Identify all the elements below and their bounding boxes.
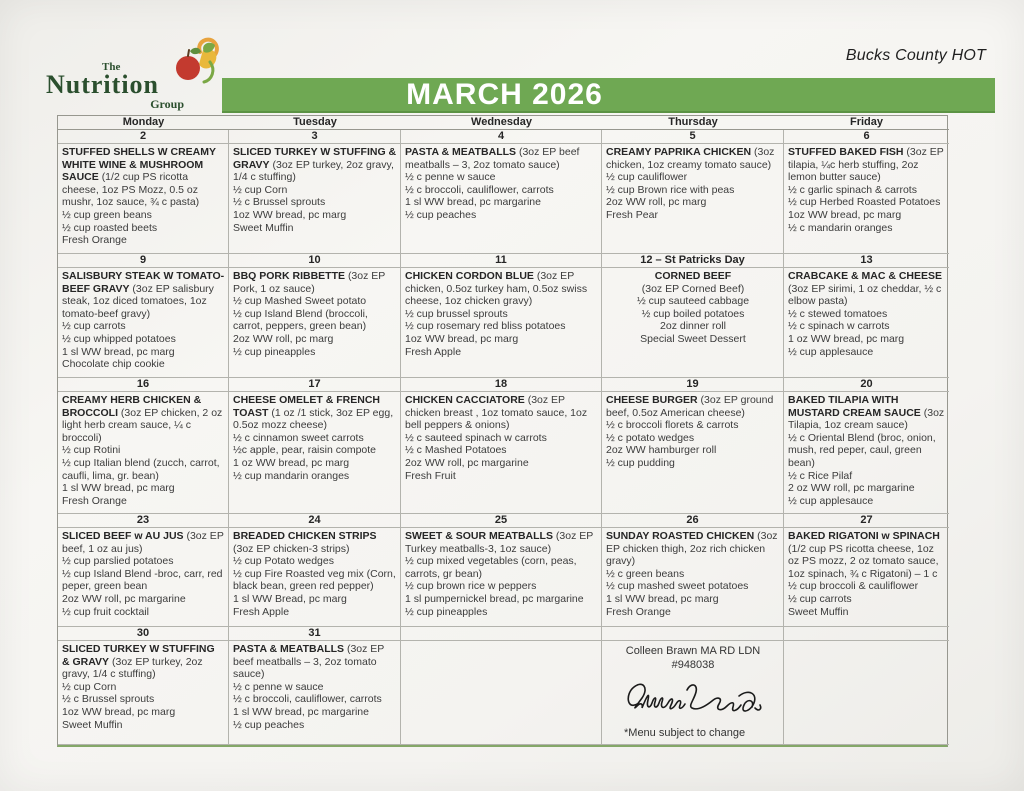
menu-line: ½ c broccoli, cauliflower, carrots bbox=[233, 693, 382, 706]
menu-line: ½ cup mandarin oranges bbox=[233, 469, 350, 482]
entree-detail: (1 oz /1 stick, 3oz EP egg, 0.5oz mozz cheese) bbox=[233, 406, 394, 432]
menu-line: 2oz WW roll, pc margarine bbox=[62, 592, 186, 605]
menu-line: Sweet Muffin bbox=[233, 221, 294, 234]
entree-name: STUFFED SHELLS W CREAMY WHITE WINE & MUSHROOM SAUCE bbox=[62, 146, 216, 184]
entree bbox=[606, 146, 780, 171]
entree-name: CREAMY PAPRIKA CHICKEN bbox=[606, 146, 752, 158]
dietitian-id: #948038 bbox=[671, 659, 715, 672]
day-header-friday: Friday bbox=[784, 116, 949, 130]
entree bbox=[405, 394, 598, 432]
menu-cell bbox=[784, 528, 949, 627]
date-cell bbox=[602, 627, 784, 641]
menu-change-note: *Menu subject to change bbox=[624, 726, 746, 739]
menu-cell bbox=[401, 144, 602, 254]
content-row bbox=[58, 268, 947, 378]
menu-cell bbox=[229, 144, 401, 254]
menu-line: ½ cup mixed vegetables (corn, peas, carrots, gr bean) bbox=[405, 555, 577, 580]
menu-cell bbox=[602, 268, 784, 378]
menu-line: ½ cup Corn bbox=[233, 183, 288, 196]
date-row bbox=[58, 514, 947, 528]
menu-line: ½ c garlic spinach & carrots bbox=[788, 183, 917, 196]
entree-name: BAKED TILAPIA WITH MUSTARD CREAM SAUCE bbox=[788, 394, 921, 419]
menu-line: Fresh Pear bbox=[606, 208, 658, 221]
day-header-row bbox=[58, 116, 947, 130]
date-cell: 30 bbox=[58, 627, 229, 641]
entree-detail: (1/2 cup PS ricotta cheese, 1oz oz PS mozz, 2 oz tomato sauce, 1oz spinach, ¾ c Rigatoni) – 1 c bbox=[788, 542, 939, 580]
menu-line: ½ c broccoli, cauliflower, carrots bbox=[405, 183, 554, 196]
entree-name: BAKED RIGATONI w SPINACH bbox=[788, 530, 940, 542]
entree-detail: (3oz EP turkey, 2oz gravy, 1/4 c stuffing) bbox=[233, 158, 394, 184]
menu-line: ½ c penne w sauce bbox=[233, 680, 324, 693]
menu-line: Fresh Orange bbox=[62, 494, 127, 507]
fruit-logo-icon bbox=[170, 36, 222, 92]
entree-detail: (3oz EP chicken, 0.5oz turkey ham, 0.5oz swiss cheese, 1oz chicken gravy) bbox=[405, 270, 588, 308]
menu-line: ½ cup Mashed Sweet potato bbox=[233, 295, 367, 308]
menu-line: Sweet Muffin bbox=[62, 718, 123, 731]
entree-detail: (3oz EP tilapia, ¼c herb stuffing, 2oz lemon butter sauce) bbox=[788, 146, 944, 184]
dietitian-name: Colleen Brawn MA RD LDN bbox=[625, 645, 761, 657]
entree bbox=[62, 270, 225, 320]
menu-line: ½ cup Potato wedges bbox=[233, 555, 334, 568]
menu-line: Chocolate chip cookie bbox=[62, 358, 165, 371]
menu-line: ½ cup fruit cocktail bbox=[62, 605, 149, 618]
entree bbox=[62, 530, 225, 555]
signature-image bbox=[612, 676, 780, 726]
menu-cell bbox=[229, 268, 401, 378]
menu-line: ½ cup sauteed cabbage bbox=[636, 295, 750, 308]
menu-line: 1 sl WW bread, pc margarine bbox=[233, 705, 369, 718]
date-row bbox=[58, 254, 947, 268]
menu-line: ½ c mandarin oranges bbox=[788, 221, 893, 234]
menu-line: 1oz WW bread, pc marg bbox=[405, 332, 519, 345]
menu-cell bbox=[784, 144, 949, 254]
menu-line: ½ c cinnamon sweet carrots bbox=[233, 431, 364, 444]
date-cell: 24 bbox=[229, 514, 401, 528]
content-row bbox=[58, 641, 947, 745]
menu-line: ½ c green beans bbox=[606, 567, 685, 580]
entree bbox=[233, 643, 397, 681]
date-cell bbox=[784, 627, 949, 641]
menu-line: ½ cup rosemary red bliss potatoes bbox=[405, 320, 566, 333]
menu-line: 2oz WW roll, pc marg bbox=[233, 332, 334, 345]
entree-name: CREAMY HERB CHICKEN & BROCCOLI bbox=[62, 394, 202, 419]
menu-line: ½ cup carrots bbox=[788, 592, 852, 605]
menu-line: ½ cup cauliflower bbox=[606, 171, 688, 184]
menu-line: ½ cup pineapples bbox=[405, 605, 488, 618]
entree-detail: (3oz EP salisbury steak, 1oz diced tomatoes, 1oz tomato-beef gravy) bbox=[62, 282, 214, 320]
month-title: MARCH 2026 bbox=[406, 77, 603, 111]
menu-calendar-table bbox=[57, 115, 948, 747]
entree-detail: (3oz EP Turkey meatballs-3, 1oz sauce) bbox=[405, 530, 594, 555]
entree-name: SALISBURY STEAK W TOMATO-BEEF GRAVY bbox=[62, 270, 225, 295]
menu-line: 1 sl WW Bread, pc marg bbox=[233, 592, 347, 605]
menu-line: ½c apple, pear, raisin compote bbox=[233, 444, 377, 457]
menu-line: Fresh Apple bbox=[405, 345, 462, 358]
menu-line: ½ cup Corn bbox=[62, 680, 117, 693]
menu-cell bbox=[401, 268, 602, 378]
menu-line: Fresh Fruit bbox=[405, 469, 456, 482]
menu-line: 2oz dinner roll bbox=[660, 320, 726, 333]
nutrition-group-logo bbox=[46, 62, 218, 118]
date-row bbox=[58, 627, 947, 641]
date-cell: 26 bbox=[602, 514, 784, 528]
entree-name: CHICKEN CORDON BLUE bbox=[405, 270, 534, 282]
menu-line: ½ c Rice Pilaf bbox=[788, 469, 853, 482]
logo-word-group: Group bbox=[150, 97, 184, 111]
menu-line: ½ cup pudding bbox=[606, 456, 675, 469]
entree-detail: (3oz EP chicken thigh, 2oz rich chicken gravy) bbox=[606, 530, 778, 568]
menu-line: ½ cup roasted beets bbox=[62, 221, 158, 234]
month-banner bbox=[222, 78, 995, 113]
entree-name: SLICED BEEF w AU JUS bbox=[62, 530, 184, 542]
menu-line: ½ cup Herbed Roasted Potatoes bbox=[788, 196, 941, 209]
date-cell bbox=[401, 627, 602, 641]
entree bbox=[788, 394, 946, 432]
entree-name: BBQ PORK RIBBETTE bbox=[233, 270, 346, 282]
menu-line: ½ c sauteed spinach w carrots bbox=[405, 431, 547, 444]
menu-line: ½ cup peaches bbox=[405, 208, 477, 221]
menu-line: ½ c stewed tomatoes bbox=[788, 307, 888, 320]
menu-line: Sweet Muffin bbox=[788, 605, 849, 618]
entree-detail: (3oz EP chicken breast , 1oz tomato sauce, 1oz bell peppers & onions) bbox=[405, 394, 588, 432]
menu-line: ½ cup Fire Roasted veg mix (Corn, black bean, green red pepper) bbox=[233, 567, 396, 593]
entree-detail: (3oz chicken, 1oz creamy tomato sauce) bbox=[606, 146, 775, 171]
logo-word-nutrition: Nutrition bbox=[46, 70, 159, 99]
menu-line: 1 sl WW bread, pc marg bbox=[606, 592, 719, 605]
date-cell: 16 bbox=[58, 378, 229, 392]
menu-line: ½ cup Brown rice with peas bbox=[606, 183, 735, 196]
date-cell: 19 bbox=[602, 378, 784, 392]
entree-detail: (3oz EP beef, 1 oz au jus) bbox=[62, 530, 224, 555]
menu-line: 1oz WW bread, pc marg bbox=[233, 208, 347, 221]
menu-cell bbox=[58, 268, 229, 378]
date-cell: 10 bbox=[229, 254, 401, 268]
entree-name: BREADED CHICKEN STRIPS bbox=[233, 530, 377, 542]
menu-line: ½ c Oriental Blend (broc, onion, mush, red peper, caul, green bean) bbox=[788, 431, 936, 469]
day-header-thursday: Thursday bbox=[602, 116, 784, 130]
logo-word-the: The bbox=[102, 61, 121, 73]
menu-line: ½ cup brussel sprouts bbox=[405, 307, 508, 320]
date-cell: 11 bbox=[401, 254, 602, 268]
content-row bbox=[58, 392, 947, 514]
entree bbox=[233, 270, 397, 295]
date-cell: 17 bbox=[229, 378, 401, 392]
entree bbox=[233, 530, 397, 555]
menu-cell bbox=[229, 392, 401, 514]
menu-line: 2 oz WW roll, pc margarine bbox=[788, 482, 915, 495]
menu-line: ½ cup whipped potatoes bbox=[62, 332, 176, 345]
date-cell: 13 bbox=[784, 254, 949, 268]
entree-name: CORNED BEEF bbox=[654, 270, 732, 282]
menu-line: Fresh Orange bbox=[62, 234, 127, 247]
menu-line: 1 oz WW bread, pc marg bbox=[788, 332, 905, 345]
menu-cell bbox=[602, 641, 784, 745]
menu-line: ½ c penne w sauce bbox=[405, 171, 496, 184]
menu-line: 1oz WW bread, pc marg bbox=[62, 705, 176, 718]
date-row bbox=[58, 130, 947, 144]
entree-detail: (3oz EP turkey, 2oz gravy, 1/4 c stuffing) bbox=[62, 655, 203, 681]
entree bbox=[62, 146, 225, 209]
date-cell: 6 bbox=[784, 130, 949, 144]
date-cell: 23 bbox=[58, 514, 229, 528]
content-row bbox=[58, 144, 947, 254]
menu-line: Fresh Apple bbox=[233, 605, 290, 618]
menu-line: ½ c Mashed Potatoes bbox=[405, 444, 507, 457]
menu-cell bbox=[784, 641, 949, 745]
entree-name: STUFFED BAKED FISH bbox=[788, 146, 904, 158]
entree-detail: (3oz EP chicken, 2 oz light herb cream sauce, ¼ c broccoli) bbox=[62, 406, 223, 444]
entree-name: CHEESE BURGER bbox=[606, 394, 698, 406]
entree-name: PASTA & MEATBALLS bbox=[233, 643, 345, 655]
menu-line: ½ cup peaches bbox=[233, 718, 305, 731]
menu-cell bbox=[58, 528, 229, 627]
menu-line: ½ cup brown rice w peppers bbox=[405, 580, 537, 593]
date-cell: 18 bbox=[401, 378, 602, 392]
menu-cell bbox=[401, 392, 602, 514]
entree-detail: (3oz EP beef meatballs – 3, 2oz tomato sauce) bbox=[405, 146, 580, 171]
day-header-monday: Monday bbox=[58, 116, 229, 130]
entree-detail: (3oz EP sirimi, 1 oz cheddar, ½ c elbow pasta) bbox=[788, 282, 942, 308]
entree-detail: (3oz EP beef meatballs – 3, 2oz tomato sauce) bbox=[233, 643, 385, 681]
date-cell: 9 bbox=[58, 254, 229, 268]
date-row bbox=[58, 378, 947, 392]
menu-line: Fresh Orange bbox=[606, 605, 671, 618]
menu-line: ½ c Brussel sprouts bbox=[62, 693, 155, 706]
menu-cell bbox=[401, 528, 602, 627]
date-cell: 4 bbox=[401, 130, 602, 144]
date-cell: 3 bbox=[229, 130, 401, 144]
entree-detail: (3oz Tilapia, 1oz cream sauce) bbox=[788, 406, 945, 432]
date-cell: 27 bbox=[784, 514, 949, 528]
menu-line: ½ cup applesauce bbox=[788, 345, 874, 358]
corner-label: Bucks County HOT bbox=[845, 47, 986, 64]
menu-line: 1oz WW bread, pc marg bbox=[788, 208, 902, 221]
menu-cell bbox=[229, 528, 401, 627]
entree-name: CHEESE OMELET & FRENCH TOAST bbox=[233, 394, 381, 419]
menu-line: 2oz WW hamburger roll bbox=[606, 444, 717, 457]
menu-line: (3oz EP Corned Beef) bbox=[641, 282, 745, 295]
entree bbox=[788, 530, 946, 580]
entree bbox=[606, 530, 780, 568]
menu-line: Special Sweet Dessert bbox=[640, 332, 746, 345]
entree bbox=[233, 394, 397, 432]
entree-name: SLICED TURKEY W STUFFING & GRAVY bbox=[233, 146, 397, 171]
entree bbox=[606, 270, 780, 283]
entree bbox=[606, 394, 780, 419]
entree bbox=[405, 146, 598, 171]
entree-name: SUNDAY ROASTED CHICKEN bbox=[606, 530, 755, 542]
entree-detail: (3oz EP Pork, 1 oz sauce) bbox=[233, 270, 386, 295]
menu-line: 2oz WW roll, pc margarine bbox=[405, 456, 529, 469]
entree-name: CRABCAKE & MAC & CHEESE bbox=[788, 270, 943, 282]
entree-detail: (3oz EP chicken-3 strips) bbox=[233, 542, 350, 555]
menu-line: ½ cup Island Blend (broccoli, carrot, peppers, green bean) bbox=[233, 307, 368, 333]
menu-line: ½ cup green beans bbox=[62, 208, 152, 221]
menu-line: ½ c potato wedges bbox=[606, 431, 695, 444]
entree-name: SWEET & SOUR MEATBALLS bbox=[405, 530, 553, 542]
menu-line: ½ cup parslied potatoes bbox=[62, 555, 174, 568]
entree bbox=[233, 146, 397, 184]
date-cell: 25 bbox=[401, 514, 602, 528]
menu-cell bbox=[58, 144, 229, 254]
entree-name: SLICED TURKEY W STUFFING & GRAVY bbox=[62, 643, 215, 668]
menu-line: ½ cup broccoli & cauliflower bbox=[788, 580, 919, 593]
menu-line: ½ c broccoli florets & carrots bbox=[606, 419, 739, 432]
menu-line: 2oz WW roll, pc marg bbox=[606, 196, 707, 209]
date-cell: 31 bbox=[229, 627, 401, 641]
menu-line: 1 sl WW bread, pc marg bbox=[62, 345, 175, 358]
menu-line: ½ cup pineapples bbox=[233, 345, 316, 358]
entree-name: CHICKEN CACCIATORE bbox=[405, 394, 525, 406]
entree bbox=[62, 394, 225, 444]
menu-line: ½ c spinach w carrots bbox=[788, 320, 890, 333]
menu-line: ½ c Brussel sprouts bbox=[233, 196, 326, 209]
menu-line: ½ cup Rotini bbox=[62, 444, 121, 457]
menu-cell bbox=[784, 392, 949, 514]
day-header-wednesday: Wednesday bbox=[401, 116, 602, 130]
menu-cell bbox=[784, 268, 949, 378]
entree-detail: (1/2 cup PS ricotta cheese, 1oz PS Mozz, 0.5 oz mushr, 1oz sauce, ¾ c pasta) bbox=[62, 171, 200, 209]
content-row bbox=[58, 528, 947, 627]
menu-cell bbox=[58, 641, 229, 745]
menu-line: 1 oz WW bread, pc marg bbox=[233, 456, 350, 469]
entree-name: PASTA & MEATBALLS bbox=[405, 146, 517, 158]
menu-cell bbox=[602, 528, 784, 627]
date-cell: 12 – St Patricks Day bbox=[602, 254, 784, 268]
menu-cell bbox=[602, 392, 784, 514]
menu-cell bbox=[229, 641, 401, 745]
date-cell: 5 bbox=[602, 130, 784, 144]
menu-line: ½ cup carrots bbox=[62, 320, 126, 333]
menu-line: ½ cup Italian blend (zucch, carrot, caufli, lima, gr. bean) bbox=[62, 456, 220, 482]
menu-line: ½ cup mashed sweet potatoes bbox=[606, 580, 749, 593]
date-cell: 2 bbox=[58, 130, 229, 144]
menu-line: 1 sl WW bread, pc margarine bbox=[405, 196, 541, 209]
menu-line: ½ cup Island Blend -broc, carr, red peper, green bean bbox=[62, 567, 223, 593]
entree bbox=[405, 530, 598, 555]
entree bbox=[405, 270, 598, 308]
entree bbox=[788, 270, 946, 308]
entree-detail: (3oz EP ground beef, 0.5oz American cheese) bbox=[606, 394, 774, 419]
menu-cell bbox=[58, 392, 229, 514]
date-cell: 20 bbox=[784, 378, 949, 392]
menu-line: 1 sl WW bread, pc marg bbox=[62, 482, 175, 495]
menu-line: 1 sl pumpernickel bread, pc margarine bbox=[405, 592, 584, 605]
entree bbox=[788, 146, 946, 184]
menu-cell bbox=[602, 144, 784, 254]
day-header-tuesday: Tuesday bbox=[229, 116, 401, 130]
menu-cell bbox=[401, 641, 602, 745]
menu-line: ½ cup boiled potatoes bbox=[641, 307, 745, 320]
menu-line: ½ cup applesauce bbox=[788, 494, 874, 507]
entree bbox=[62, 643, 225, 681]
